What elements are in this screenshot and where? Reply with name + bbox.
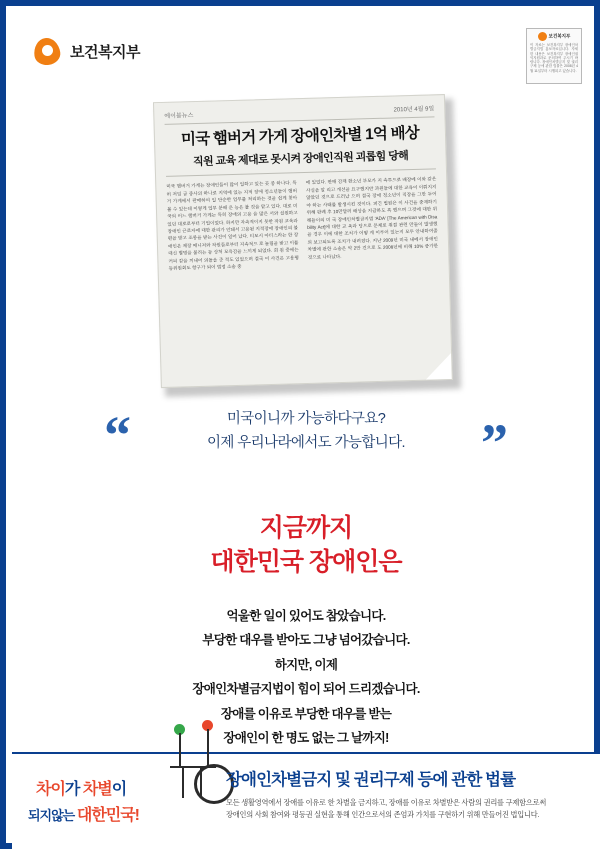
message-line: 장애인차별금지법이 힘이 되어 드리겠습니다. xyxy=(192,682,420,697)
clipping-columns xyxy=(166,176,438,273)
quote-line-2: 이제 우리나라에서도 가능합니다. xyxy=(207,434,405,451)
footer-slogan-area xyxy=(26,768,206,838)
footer-law-area xyxy=(226,766,588,821)
slogan-line-2: 되지않는 대한민국! xyxy=(28,807,140,824)
message-line: 억울한 일이 있어도 참았습니다. xyxy=(226,609,386,623)
ministry-name: 보건복지부 xyxy=(70,43,140,61)
clipping-source: 에이블뉴스 xyxy=(164,113,194,120)
clipping-column-2: 에 있었다. 판매 감재 환소년 부모가 지 속투으로 배장에 이와 같은 사실을 알 리고 개선을 요구했지만 과원들에 대한 교육이 이뤄지지 않았던 것으로 드러났 으며 결국 장애 청소년이 직장을 그만 두어야 하는 사태를 발생시킨 것이다. 퍼긴 법원은 이 사건을 중재하기 위해 판례 후 10만달러 배상을 지급하도 록 했으며 그것에 대한 위해들이의 미 국 장애인차별금지법 'ADA' [The American with Disability Act]에 대한 교 육과 당으로 문제로 취결 관련 만들이 발생했을 경우 이에 대한 조치가 어떻 게 이루어 있는지 모두 안내하여줄의 보고되도록 조치가 내려졌다. 지난 2009년 미국 내에서 장애인 차별에 관한 소송은 약 2만 건으로 도 2008년에 비해 10% 증가한 것으로 나타났다. xyxy=(305,176,439,260)
clipping-headline: 미국 햄버거 가게 장애인차별 1억 배상 xyxy=(180,124,420,149)
clipping-column-1: 미국 햄버거 가게는 장애인들이 많이 일하고 있는 곳 중 하나다. 특히 저임 금 종사의 하나로 지역에 있는 지적 장애 청소년들이 햄버거 가게에서 판매하여 일 단순한 업무를 처리하는 것을 쉽게 찾아 볼 수 있는데 이렇게 업무 분배 운 능은 볼 것을 맡고 있다. 대로 미국의 어느 햄버거 가게는 특히 장애의 고용 을 많은 서와 설원하고 있던 대로로부터 기업이었다. 하지만 자속적이지 못한 작원 교육과 장애인 근로자에 대한 관리가 안돼서 고용된 지적장애 장애인의 불편을 받고 조롱을 받는 사건이 일어 났다. 티모시 아티스라는 한 장애인은 제장 매니저와 작원들로부터 지속적으 로 놀림을 받고 이를 대신 별명을 불리는 등 상처 모욕감을 느끼게 되었다. 회 원 중에는 커피 같을 끼내어 의돌을 준 적도 있었으며 결국 이 사건은 고용평 등위원회도 항구가 되어 법정 소송 중 xyxy=(166,180,299,272)
newspaper-clipping xyxy=(153,94,457,395)
poster-header xyxy=(12,12,600,90)
quote-close-icon: ” xyxy=(481,413,508,473)
quote-block xyxy=(12,405,600,473)
message-block xyxy=(12,604,600,775)
quote-line-1: 미국이니까 가능하다구요? xyxy=(226,411,386,427)
orange-drop-logo-icon xyxy=(34,36,62,66)
headline-block xyxy=(12,512,600,580)
stamp-title: 보건복지부 xyxy=(530,32,578,41)
ministry-stamp xyxy=(526,28,582,84)
slogan-word-difference: 차이 xyxy=(36,781,65,798)
stamp-logo-icon xyxy=(538,32,547,41)
law-title: 장애인차별금지 및 권리구제 등에 관한 법률 xyxy=(226,771,516,789)
law-description-line-1: 모든 생활영역에서 장애를 이유로 한 차별을 금지하고, 장애를 이유로 차별받은 사람의 권리를 구제함으로써 xyxy=(226,798,547,807)
clipping-subheadline: 직원 교육 제대로 못시켜 장애인직원 괴롭힘 당해 xyxy=(192,150,409,169)
slogan-word-korea: 대한민국! xyxy=(76,807,140,824)
poster-footer xyxy=(12,752,600,849)
headline-line-1: 지금까지 xyxy=(259,514,353,542)
message-line: 장애인이 한 명도 없는 그 날까지! xyxy=(223,730,389,745)
stamp-body: 이 자료는 보건복지부 장애인차별금지법 홍보자료입니다. 자세한 내용은 보건복지부 장애인권익지원과로 문의하여 주시기 바랍니다. 장애인차별금지 및 권리구제 등에 관한 법률은 2008년 4월 11일부터 시행되고 있습니다. xyxy=(530,43,578,73)
message-line: 부당한 대우를 받아도 그냥 넘어갔습니다. xyxy=(202,633,410,648)
message-line: 하지만, 이제 xyxy=(274,657,338,672)
poster-inner xyxy=(12,12,600,849)
clipping-date: 2010년 4월 9일 xyxy=(393,106,435,114)
slogan-line-1: 차이가 차별이 xyxy=(36,781,127,798)
law-description-line-2: 장애인의 사회 참여와 평등권 실현을 통해 인간으로서의 존엄과 가치를 구현하기 위해 만들어진 법입니다. xyxy=(226,810,540,820)
message-line: 장애를 이유로 부당한 대우를 받는 xyxy=(220,706,392,721)
ministry-logo xyxy=(34,36,140,66)
clipping-card xyxy=(153,94,453,388)
quote-open-icon: “ xyxy=(104,405,131,465)
headline-line-2: 대한민국 장애인은 xyxy=(210,547,402,576)
slogan-word-discrimination: 차별 xyxy=(82,781,112,798)
